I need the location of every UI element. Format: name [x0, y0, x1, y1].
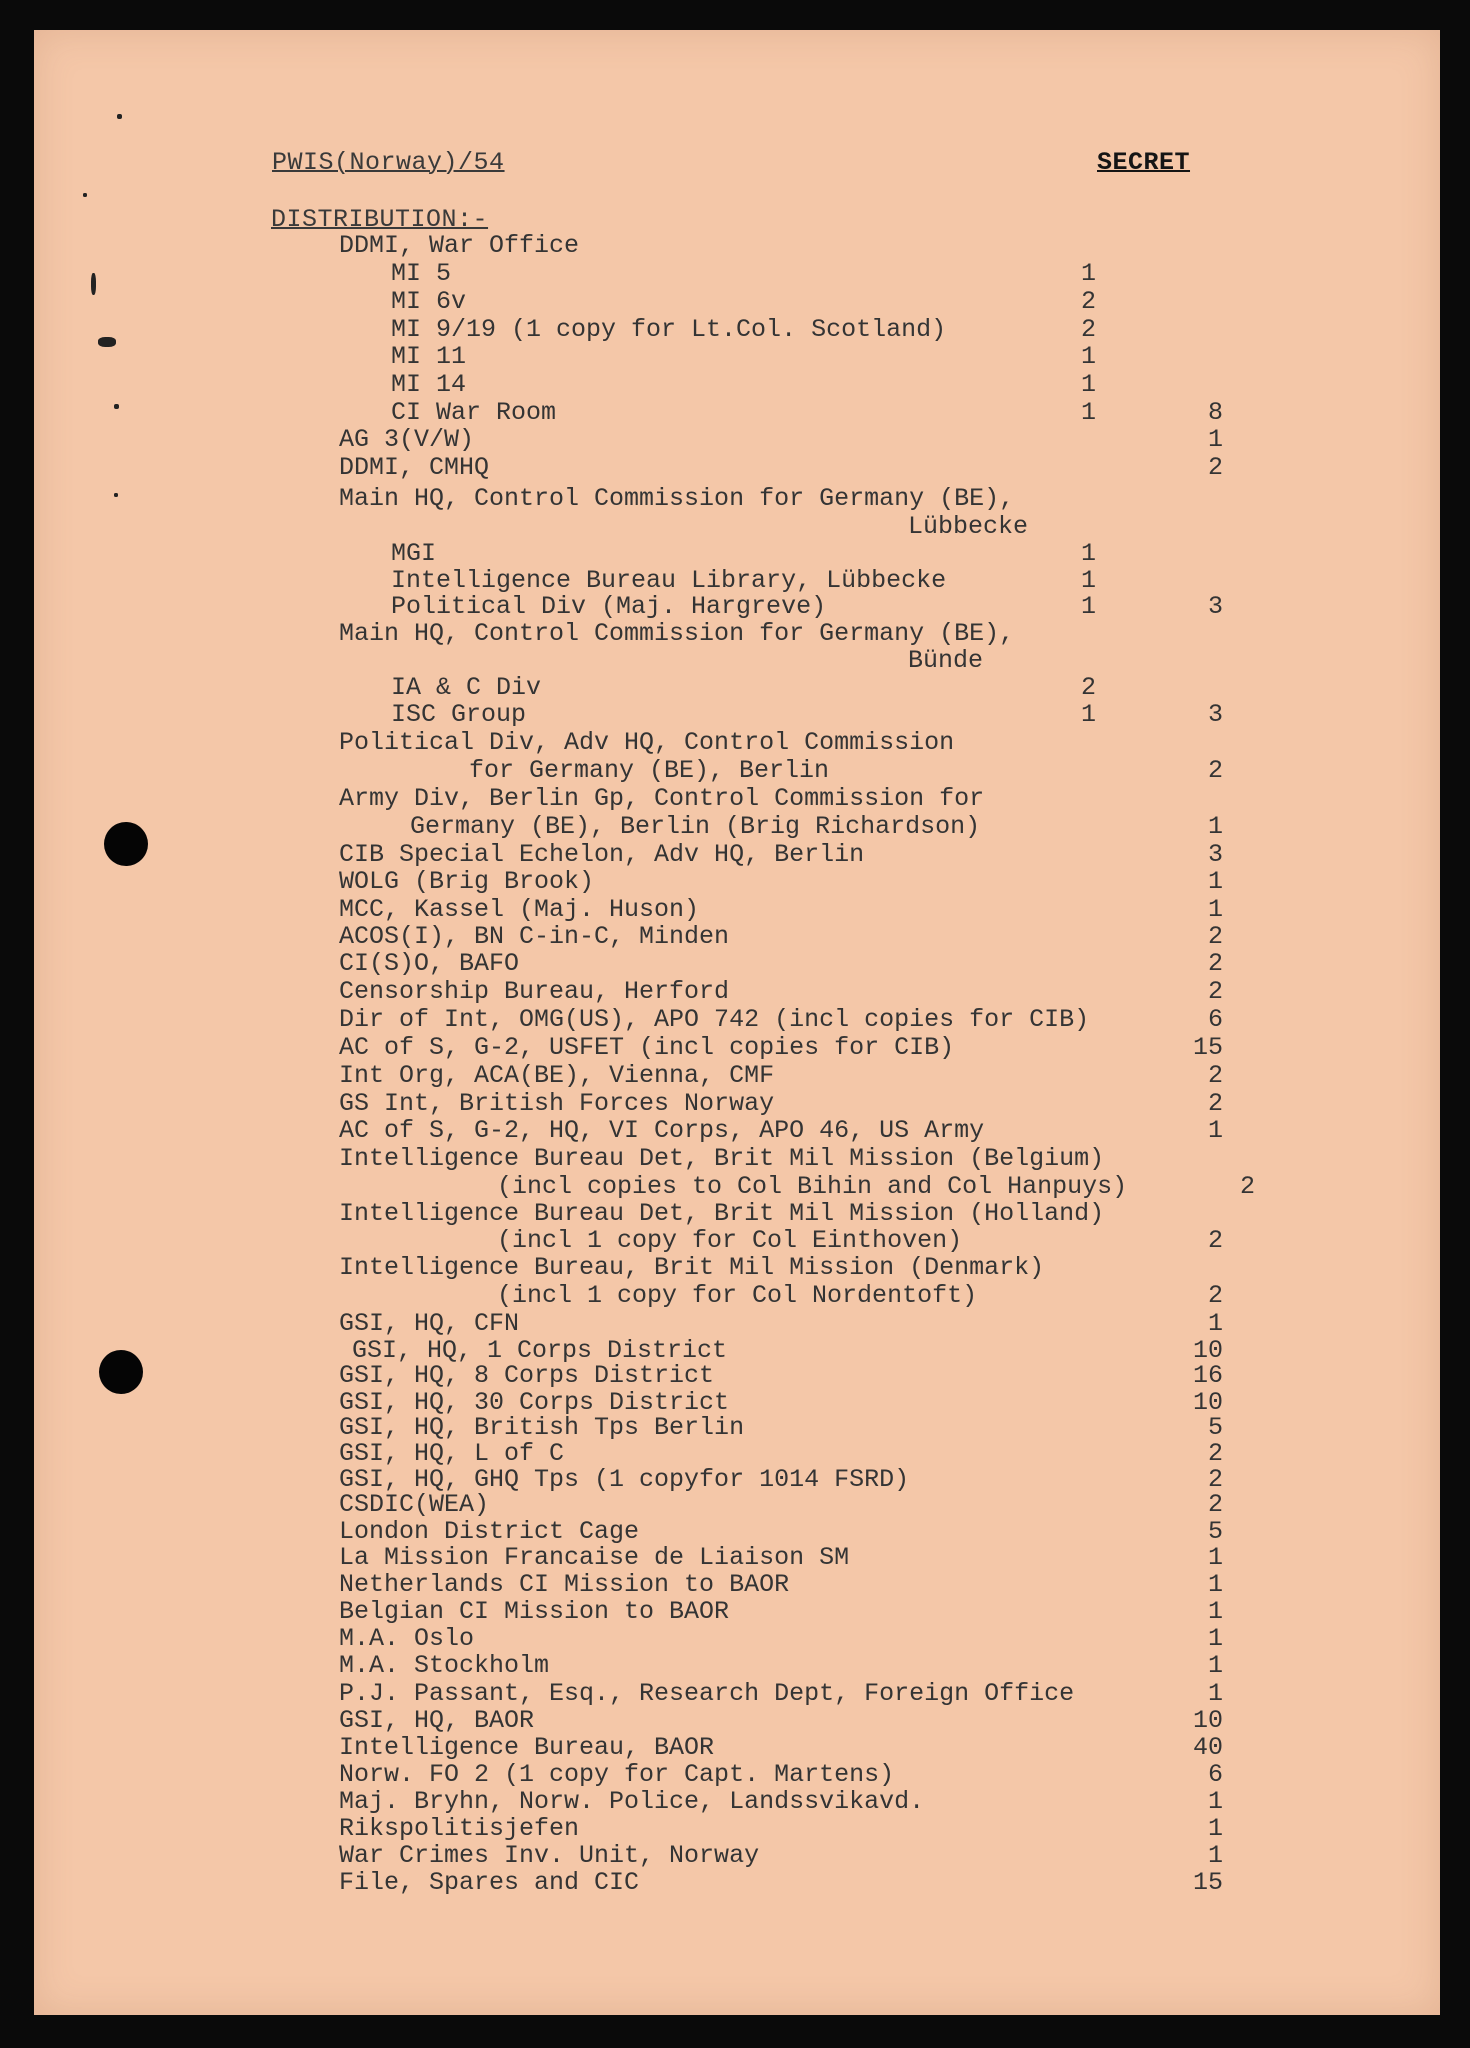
recipient-name: DDMI, War Office — [339, 231, 580, 260]
recipient-name: ACOS(I), BN C-in-C, Minden — [339, 922, 730, 951]
list-item — [0, 1173, 1470, 1201]
recipient-name: MGI — [391, 539, 437, 568]
list-item — [0, 1842, 1470, 1870]
list-item — [0, 1034, 1470, 1062]
list-item — [0, 1062, 1470, 1090]
copy-total: 1 — [1207, 1570, 1223, 1599]
list-item — [0, 540, 1470, 568]
copy-total: 5 — [1207, 1517, 1223, 1546]
recipient-name: AG 3(V/W) — [339, 425, 475, 454]
list-item — [0, 950, 1470, 978]
list-item — [0, 701, 1470, 729]
list-item — [0, 485, 1470, 513]
copy-total: 2 — [1207, 1465, 1223, 1494]
recipient-name: Lübbecke — [908, 512, 1029, 541]
list-item — [0, 1466, 1470, 1494]
recipient-name: GSI, HQ, British Tps Berlin — [339, 1413, 745, 1442]
copy-total: 1 — [1207, 1543, 1223, 1572]
list-item — [0, 1362, 1470, 1390]
list-item — [0, 1491, 1470, 1519]
recipient-name: La Mission Francaise de Liaison SM — [339, 1543, 850, 1572]
list-item — [0, 426, 1470, 454]
recipient-name: CI(S)O, BAFO — [339, 949, 520, 978]
list-item — [0, 674, 1470, 702]
recipient-name: AC of S, G-2, HQ, VI Corps, APO 46, US Army — [339, 1116, 985, 1145]
copy-total: 2 — [1207, 756, 1223, 785]
copy-total: 3 — [1207, 700, 1223, 729]
list-item — [0, 260, 1470, 288]
recipient-name: Intelligence Bureau, BAOR — [339, 1733, 715, 1762]
list-item — [0, 647, 1470, 675]
list-item — [0, 1200, 1470, 1228]
copy-total: 1 — [1207, 812, 1223, 841]
copy-total: 1 — [1207, 895, 1223, 924]
copy-total: 1 — [1207, 1787, 1223, 1816]
recipient-name: File, Spares and CIC — [339, 1868, 640, 1897]
recipient-name: GSI, HQ, L of C — [339, 1439, 565, 1468]
list-item — [0, 1761, 1470, 1789]
copy-total: 6 — [1207, 1005, 1223, 1034]
recipient-name: Censorship Bureau, Herford — [339, 977, 730, 1006]
recipient-name: (incl 1 copy for Col Einthoven) — [497, 1226, 963, 1255]
list-item — [0, 813, 1470, 841]
copy-total: 3 — [1207, 592, 1223, 621]
copy-total: 6 — [1207, 1760, 1223, 1789]
document-reference: PWIS(Norway)/54 — [272, 148, 505, 177]
copy-count: 1 — [1080, 566, 1096, 595]
recipient-name: MI 14 — [391, 370, 467, 399]
recipient-name: Political Div (Maj. Hargreve) — [391, 592, 827, 621]
copy-total: 10 — [1192, 1388, 1223, 1417]
recipient-name: CI War Room — [391, 398, 557, 427]
recipient-name: P.J. Passant, Esq., Research Dept, Foreign Office — [339, 1679, 1075, 1708]
recipient-name: WOLG (Brig Brook) — [339, 867, 595, 896]
copy-total: 1 — [1207, 1624, 1223, 1653]
recipient-name: Belgian CI Mission to BAOR — [339, 1597, 730, 1626]
recipient-name: GSI, HQ, BAOR — [339, 1706, 535, 1735]
copy-total: 15 — [1192, 1868, 1223, 1897]
list-item — [0, 454, 1470, 482]
recipient-name: Intelligence Bureau Det, Brit Mil Mission (Holland) — [339, 1199, 1105, 1228]
recipient-name: IA & C Div — [391, 673, 542, 702]
recipient-name: Intelligence Bureau Library, Lübbecke — [391, 566, 947, 595]
recipient-name: GS Int, British Forces Norway — [339, 1089, 775, 1118]
copy-total: 1 — [1207, 1597, 1223, 1626]
copy-total: 15 — [1192, 1033, 1223, 1062]
list-item — [0, 785, 1470, 813]
list-item — [0, 1145, 1470, 1173]
copy-count: 1 — [1080, 398, 1096, 427]
list-item — [0, 1652, 1470, 1680]
copy-total: 1 — [1207, 1841, 1223, 1870]
copy-total: 2 — [1207, 453, 1223, 482]
list-item — [0, 1707, 1470, 1735]
list-item — [0, 232, 1470, 260]
list-item — [0, 1815, 1470, 1843]
copy-count: 2 — [1080, 287, 1096, 316]
recipient-name: War Crimes Inv. Unit, Norway — [339, 1841, 760, 1870]
list-item — [0, 513, 1470, 541]
list-item — [0, 1254, 1470, 1282]
recipient-name: GSI, HQ, 8 Corps District — [339, 1361, 715, 1390]
copy-total: 2 — [1207, 949, 1223, 978]
recipient-name: MI 9/19 (1 copy for Lt.Col. Scotland) — [391, 315, 947, 344]
list-item — [0, 1571, 1470, 1599]
copy-total: 1 — [1207, 1679, 1223, 1708]
list-item — [0, 1090, 1470, 1118]
margin-mark — [117, 114, 122, 119]
recipient-name: CSDIC(WEA) — [339, 1490, 490, 1519]
copy-count: 1 — [1080, 342, 1096, 371]
list-item — [0, 620, 1470, 648]
copy-total: 1 — [1207, 425, 1223, 454]
recipient-name: DDMI, CMHQ — [339, 453, 490, 482]
copy-total: 5 — [1207, 1413, 1223, 1442]
copy-total: 2 — [1207, 1226, 1223, 1255]
copy-count: 1 — [1080, 370, 1096, 399]
list-item — [0, 593, 1470, 621]
copy-total: 3 — [1207, 840, 1223, 869]
list-item — [0, 1869, 1470, 1897]
copy-total: 1 — [1207, 867, 1223, 896]
copy-total: 1 — [1207, 1309, 1223, 1338]
copy-count: 1 — [1080, 539, 1096, 568]
recipient-name: CIB Special Echelon, Adv HQ, Berlin — [339, 840, 865, 869]
copy-total: 1 — [1207, 1814, 1223, 1843]
list-item — [0, 1518, 1470, 1546]
list-item — [0, 1414, 1470, 1442]
list-item — [0, 1734, 1470, 1762]
copy-total: 40 — [1192, 1733, 1223, 1762]
list-item — [0, 978, 1470, 1006]
copy-total: 8 — [1207, 398, 1223, 427]
copy-count: 1 — [1080, 700, 1096, 729]
recipient-name: GSI, HQ, CFN — [339, 1309, 520, 1338]
recipient-name: MCC, Kassel (Maj. Huson) — [339, 895, 700, 924]
copy-total: 2 — [1207, 1089, 1223, 1118]
recipient-name: Intelligence Bureau, Brit Mil Mission (Denmark) — [339, 1253, 1045, 1282]
recipient-name: Maj. Bryhn, Norw. Police, Landssvikavd. — [339, 1787, 925, 1816]
list-item — [0, 371, 1470, 399]
recipient-name: AC of S, G-2, USFET (incl copies for CIB) — [339, 1033, 955, 1062]
recipient-name: (incl 1 copy for Col Nordentoft) — [497, 1281, 978, 1310]
recipient-name: Political Div, Adv HQ, Control Commission — [339, 728, 955, 757]
recipient-name: M.A. Oslo — [339, 1624, 475, 1653]
copy-total: 2 — [1207, 1061, 1223, 1090]
list-item — [0, 1227, 1470, 1255]
list-item — [0, 567, 1470, 595]
copy-total: 1 — [1207, 1651, 1223, 1680]
recipient-name: (incl copies to Col Bihin and Col Hanpuys) — [497, 1172, 1128, 1201]
copy-total: 2 — [1207, 1490, 1223, 1519]
recipient-name: Main HQ, Control Commission for Germany (BE), — [339, 619, 1015, 648]
recipient-name: MI 6v — [391, 287, 467, 316]
list-item — [0, 1117, 1470, 1145]
classification-label: SECRET — [1097, 148, 1191, 177]
recipient-name: Dir of Int, OMG(US), APO 742 (incl copies for CIB) — [339, 1005, 1090, 1034]
recipient-name: Bünde — [908, 646, 984, 675]
recipient-name: London District Cage — [339, 1517, 640, 1546]
list-item — [0, 1337, 1470, 1365]
list-item — [0, 1440, 1470, 1468]
list-item — [0, 1544, 1470, 1572]
copy-total: 10 — [1192, 1706, 1223, 1735]
recipient-name: Netherlands CI Mission to BAOR — [339, 1570, 790, 1599]
copy-total: 1 — [1207, 1116, 1223, 1145]
recipient-name: GSI, HQ, GHQ Tps (1 copyfor 1014 FSRD) — [339, 1465, 910, 1494]
distribution-heading: DISTRIBUTION:- — [271, 205, 489, 234]
recipient-name: M.A. Stockholm — [339, 1651, 550, 1680]
list-item — [0, 343, 1470, 371]
list-item — [0, 1788, 1470, 1816]
list-item — [0, 1282, 1470, 1310]
recipient-name: Main HQ, Control Commission for Germany (BE), — [339, 484, 1015, 513]
list-item — [0, 729, 1470, 757]
recipient-name: Norw. FO 2 (1 copy for Capt. Martens) — [339, 1760, 895, 1789]
recipient-name: Rikspolitisjefen — [339, 1814, 580, 1843]
list-item — [0, 1598, 1470, 1626]
copy-total: 2 — [1207, 1281, 1223, 1310]
list-item — [0, 841, 1470, 869]
copy-total: 10 — [1192, 1336, 1223, 1365]
copy-count: 1 — [1080, 592, 1096, 621]
recipient-name: Germany (BE), Berlin (Brig Richardson) — [410, 812, 981, 841]
list-item — [0, 923, 1470, 951]
recipient-name: Int Org, ACA(BE), Vienna, CMF — [339, 1061, 775, 1090]
list-item — [0, 868, 1470, 896]
list-item — [0, 399, 1470, 427]
copy-total: 2 — [1207, 1439, 1223, 1468]
list-item — [0, 757, 1470, 785]
copy-total: 2 — [1239, 1172, 1255, 1201]
copy-total: 2 — [1207, 977, 1223, 1006]
list-item — [0, 1625, 1470, 1653]
list-item — [0, 1680, 1470, 1708]
list-item — [0, 288, 1470, 316]
copy-count: 2 — [1080, 315, 1096, 344]
copy-total: 2 — [1207, 922, 1223, 951]
recipient-name: ISC Group — [391, 700, 527, 729]
copy-total: 16 — [1192, 1361, 1223, 1390]
recipient-name: MI 11 — [391, 342, 467, 371]
list-item — [0, 316, 1470, 344]
list-item — [0, 896, 1470, 924]
recipient-name: MI 5 — [391, 259, 452, 288]
copy-count: 2 — [1080, 673, 1096, 702]
recipient-name: Army Div, Berlin Gp, Control Commission for — [339, 784, 985, 813]
recipient-name: for Germany (BE), Berlin — [469, 756, 830, 785]
copy-count: 1 — [1080, 259, 1096, 288]
margin-mark — [83, 193, 87, 197]
recipient-name: GSI, HQ, 1 Corps District — [352, 1336, 728, 1365]
list-item — [0, 1006, 1470, 1034]
recipient-name: Intelligence Bureau Det, Brit Mil Mission (Belgium) — [339, 1144, 1105, 1173]
list-item — [0, 1310, 1470, 1338]
recipient-name: GSI, HQ, 30 Corps District — [339, 1388, 730, 1417]
